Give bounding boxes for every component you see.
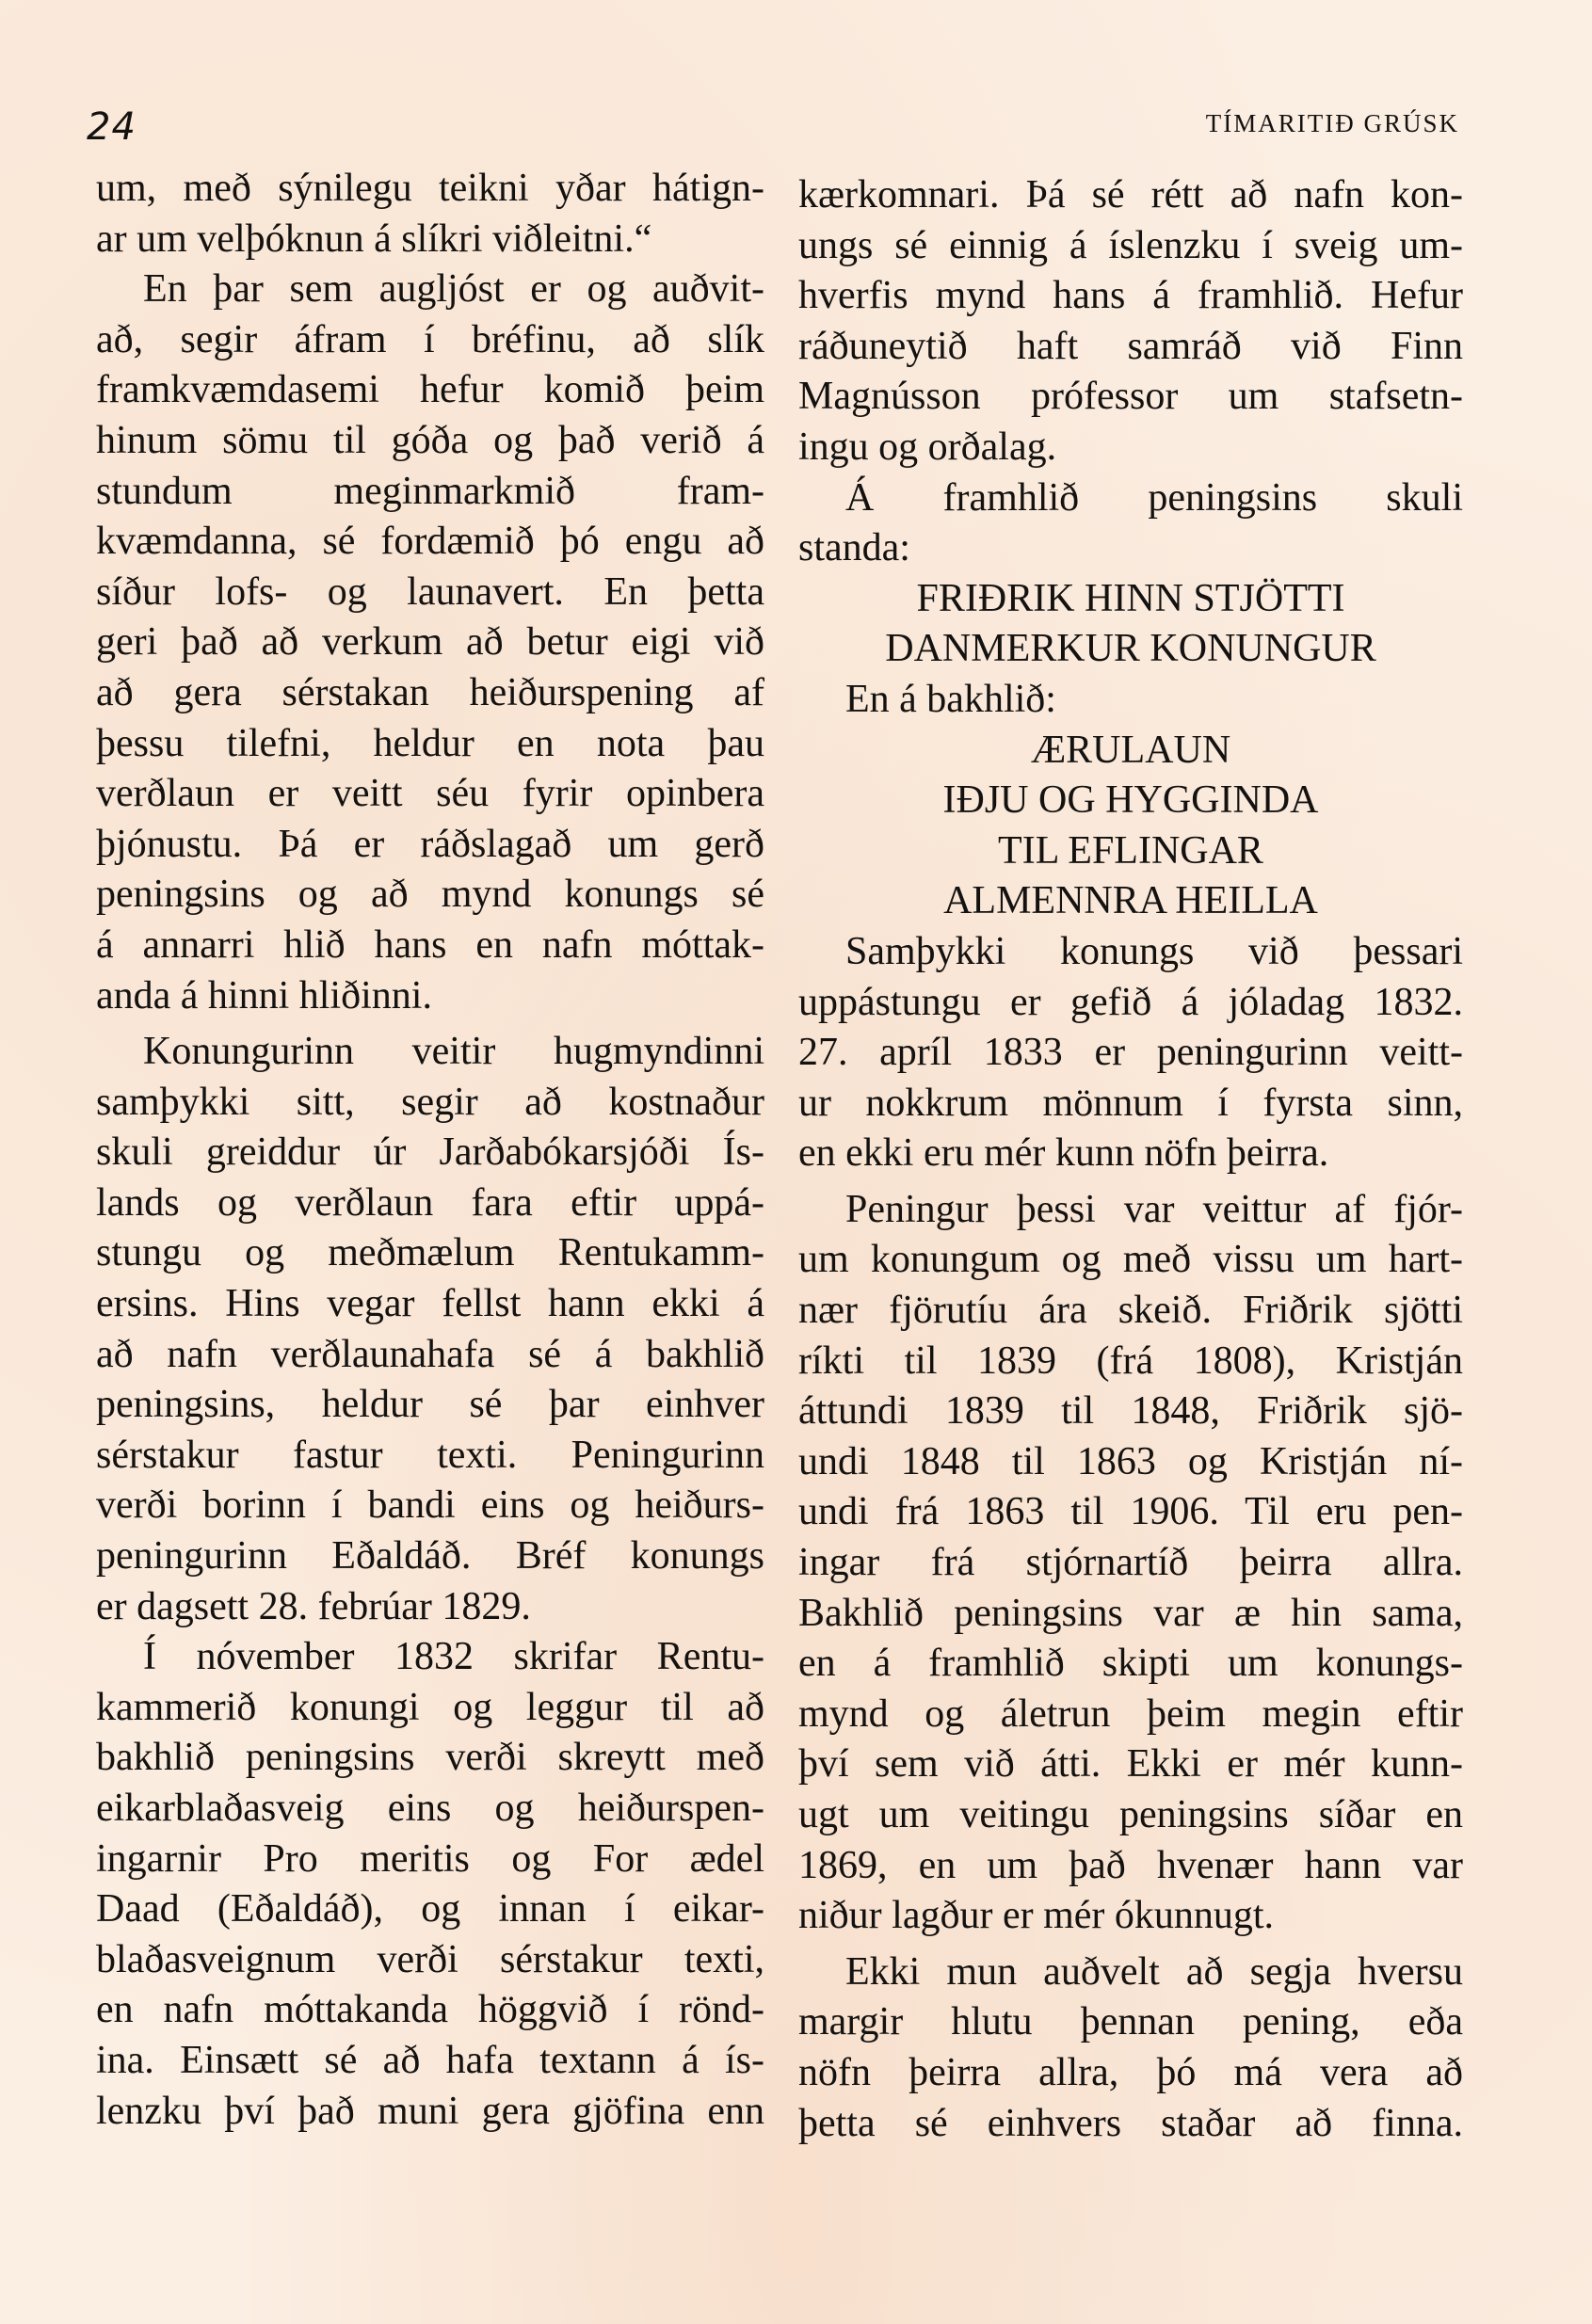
text-line: þjónustu. Þá er ráðslagað um gerð — [96, 822, 764, 866]
text-line: kærkomnari. Þá sé rétt að nafn kon- — [798, 173, 1463, 216]
running-header: TÍMARITIÐ GRÚSK — [1205, 109, 1459, 137]
text-line: að, segir áfram í bréfinu, að slík — [96, 317, 764, 361]
text-line: eikarblaðasveig eins og heiðurspen- — [96, 1787, 764, 1830]
text-line: stundum meginmarkmið fram- — [96, 469, 764, 513]
text-line: ugt um veitingu peningsins síðar en — [798, 1793, 1463, 1836]
right-text-column — [798, 170, 1463, 2149]
medal-inscription-line: TIL EFLINGAR — [998, 828, 1263, 873]
text-line: margir hlutu þennan pening, eða — [798, 2000, 1463, 2044]
text-line: er dagsett 28. febrúar 1829. — [96, 1584, 531, 1628]
text-line: en ekki eru mér kunn nöfn þeirra. — [798, 1131, 1329, 1176]
text-line: Í nóvember 1832 skrifar Rentu- — [143, 1635, 764, 1679]
text-line: verði borinn í bandi eins og heiðurs- — [96, 1483, 764, 1528]
text-line: Samþykki konungs við þessari — [845, 929, 1463, 973]
text-line: en nafn móttakanda höggvið í rönd- — [96, 1988, 764, 2032]
text-line: bakhlið peningsins verði skreytt með — [96, 1736, 764, 1780]
text-line: nær fjörutíu ára skeið. Friðrik sjötti — [798, 1289, 1463, 1333]
page-number: 24 — [87, 105, 137, 149]
text-line: 27. apríl 1833 er peningurinn veitt- — [798, 1031, 1463, 1075]
text-line: að gera sérstakan heiðurspening af — [96, 670, 764, 714]
text-line: áttundi 1839 til 1848, Friðrik sjö- — [798, 1389, 1463, 1434]
text-line: síður lofs- og launavert. En þetta — [96, 569, 764, 614]
text-line: peningsins og að mynd konungs sé — [96, 873, 764, 917]
text-line: lands og verðlaun fara eftir uppá- — [96, 1180, 764, 1225]
text-line: nöfn þeirra allra, þó má vera að — [798, 2050, 1463, 2094]
text-line: Bakhlið peningsins var æ hin sama, — [798, 1591, 1463, 1635]
medal-inscription-line: FRIÐRIK HINN STJÖTTI — [916, 576, 1345, 620]
text-line: um, með sýnilegu teikni yðar hátign- — [96, 167, 764, 210]
text-line: á annarri hlið hans en nafn móttak- — [96, 922, 764, 967]
text-line: anda á hinni hliðinni. — [96, 973, 432, 1018]
text-line: þetta sé einhvers staðar að finna. — [798, 2101, 1463, 2145]
text-line: ersins. Hins vegar fellst hann ekki á — [96, 1282, 764, 1326]
text-line: stungu og meðmælum Rentukamm- — [96, 1231, 764, 1275]
text-line: sérstakur fastur texti. Peningurinn — [96, 1433, 764, 1477]
text-line: ingar frá stjórnartíð þeirra allra. — [798, 1541, 1463, 1585]
text-line: blaðasveignum verði sérstakur texti, — [96, 1937, 764, 1981]
text-line: undi frá 1863 til 1906. Til eru pen- — [798, 1490, 1463, 1534]
text-line: En á bakhlið: — [845, 677, 1056, 721]
text-line: uppástungu er gefið á jóladag 1832. — [798, 980, 1463, 1024]
text-line: um konungum og með vissu um hart- — [798, 1238, 1463, 1282]
text-line: skuli greiddur úr Jarðabókarsjóði Ís- — [96, 1130, 764, 1175]
text-line: en á framhlið skipti um konungs- — [798, 1642, 1463, 1686]
text-line: geri það að verkum að betur eigi við — [96, 620, 764, 665]
text-line: peningsins, heldur sé þar einhver — [96, 1383, 764, 1427]
text-line: ríkti til 1839 (frá 1808), Kristján — [798, 1338, 1463, 1383]
text-line: En þar sem augljóst er og auðvit- — [143, 267, 764, 312]
text-line: ur nokkrum mönnum í fyrsta sinn, — [798, 1081, 1463, 1125]
text-line: framkvæmdasemi hefur komið þeim — [96, 368, 764, 412]
text-line: ar um velþóknun á slíkri viðleitni.“ — [96, 216, 652, 261]
medal-inscription-line: DANMERKUR KONUNGUR — [885, 627, 1376, 671]
text-line: ina. Einsætt sé að hafa textann á ís- — [96, 2038, 764, 2082]
medal-inscription-line: IÐJU OG HYGGINDA — [942, 778, 1319, 823]
medal-inscription-line: ALMENNRA HEILLA — [943, 879, 1318, 923]
text-line: peningurinn Eðaldáð. Bréf konungs — [96, 1534, 764, 1579]
text-line: Ekki mun auðvelt að segja hversu — [845, 1949, 1463, 1994]
text-line: þessu tilefni, heldur en nota þau — [96, 721, 764, 765]
text-line: verðlaun er veitt séu fyrir opinbera — [96, 772, 764, 816]
text-line: hinum sömu til góða og það verið á — [96, 418, 764, 462]
text-line: því sem við átti. Ekki er mér kunn- — [798, 1742, 1463, 1787]
left-text-column — [96, 164, 764, 2137]
text-line: ingu og orðalag. — [798, 425, 1057, 469]
text-line: niður lagður er mér ókunnugt. — [798, 1894, 1275, 1938]
text-line: lenzku því það muni gera gjöfina enn — [96, 2089, 764, 2133]
text-line: kammerið konungi og leggur til að — [96, 1685, 764, 1729]
text-line: Peningur þessi var veittur af fjór- — [845, 1187, 1463, 1231]
text-line: kvæmdanna, sé fordæmið þó engu að — [96, 520, 764, 564]
text-line: Konungurinn veitir hugmyndinni — [143, 1030, 764, 1074]
text-line: hverfis mynd hans á framhlið. Hefur — [798, 274, 1463, 318]
text-line: samþykki sitt, segir að kostnaður — [96, 1080, 764, 1124]
text-line: ingarnir Pro meritis og For ædel — [96, 1836, 764, 1881]
text-line: 1869, en um það hvenær hann var — [798, 1843, 1463, 1887]
text-line: standa: — [798, 526, 910, 570]
text-line: ráðuneytið haft samráð við Finn — [798, 324, 1463, 368]
text-line: Daad (Eðaldáð), og innan í eikar- — [96, 1887, 764, 1931]
text-line: Á framhlið peningsins skuli — [845, 475, 1463, 520]
text-line: mynd og áletrun þeim megin eftir — [798, 1691, 1463, 1736]
text-line: ungs sé einnig á íslenzku í sveig um- — [798, 223, 1463, 267]
text-line: að nafn verðlaunahafa sé á bakhlið — [96, 1332, 764, 1376]
text-line: undi 1848 til 1863 og Kristján ní- — [798, 1439, 1463, 1483]
text-line: Magnússon prófessor um stafsetn- — [798, 375, 1463, 419]
medal-inscription-line: ÆRULAUN — [1030, 728, 1231, 772]
